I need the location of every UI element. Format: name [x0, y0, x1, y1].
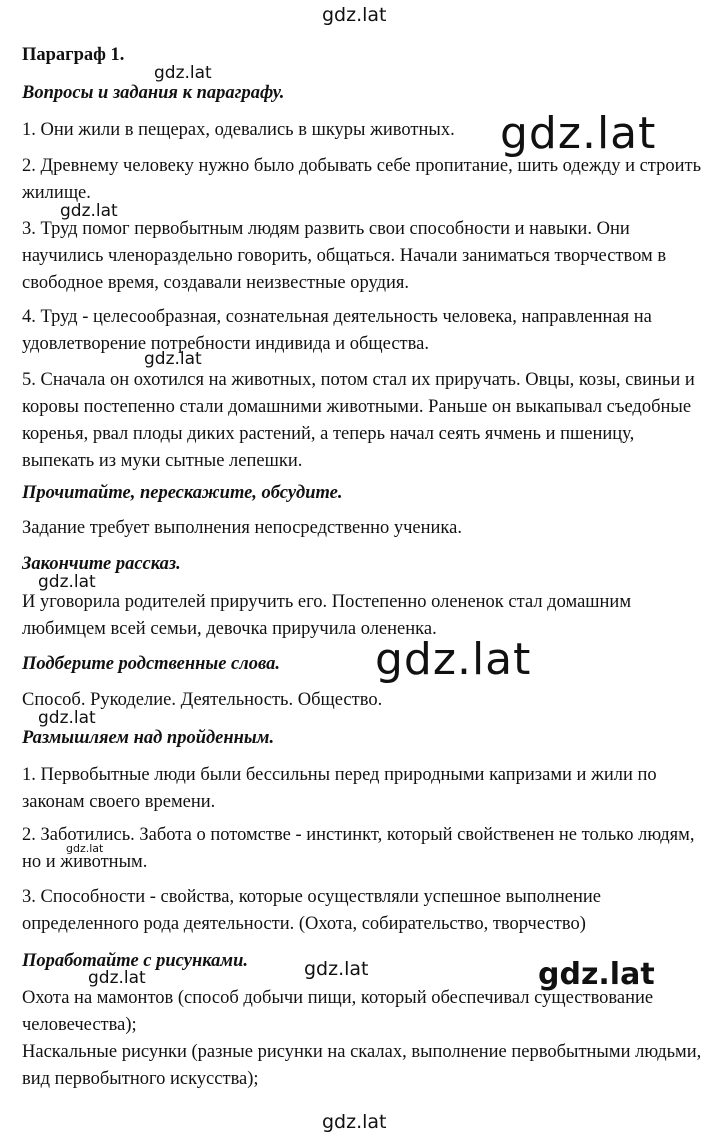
answer-paragraph: 5. Сначала он охотился на животных, потом стал их приручать. Овцы, козы, свиньи и коровы постепенно стали домашними животными. Раньше он выкапывал съедобные коренья, рвал плоды диких растений, а теперь начал сеять ячмень и пшеницу, выпекать из муки сытные лепешки.: [22, 370, 695, 471]
answer-paragraph: 2. Древнему человеку нужно было добывать себе пропитание, шить одежду и строить жилище.: [22, 156, 702, 203]
watermark: gdz.lat: [538, 957, 655, 992]
watermark: gdz.lat: [66, 842, 104, 855]
section-heading-related-words: Подберите родственные слова.: [22, 654, 281, 674]
watermark: gdz.lat: [322, 1111, 387, 1133]
answer-paragraph: Наскальные рисунки (разные рисунки на скалах, выполнение первобытными людьми, вид первобытного искусства);: [22, 1042, 702, 1089]
watermark: gdz.lat: [38, 708, 96, 728]
section-heading-questions: Вопросы и задания к параграфу.: [22, 83, 285, 103]
answer-paragraph: 1. Они жили в пещерах, одевались в шкуры животных.: [22, 120, 455, 140]
section-heading-finish-story: Закончите рассказ.: [22, 554, 181, 574]
answer-paragraph: И уговорила родителей приручить его. Постепенно олененок стал домашним любимцем всей семьи, девочка приручила олененка.: [22, 592, 632, 639]
answer-paragraph: 2. Заботились. Забота о потомстве - инстинкт, который свойственен не только людям, но и животным.: [22, 825, 695, 872]
answer-paragraph: 1. Первобытные люди были бессильны перед природными капризами и жили по законам своего времени.: [22, 765, 657, 812]
watermark: gdz.lat: [322, 4, 387, 26]
answer-paragraph: 3. Труд помог первобытным людям развить свои способности и навыки. Они научились членораздельно говорить, общаться. Начали заниматься творчеством в свободное время, создавали неизвестные орудия.: [22, 219, 667, 293]
answer-paragraph: 4. Труд - целесообразная, сознательная деятельность человека, направленная на удовлетворение потребности индивида и общества.: [22, 307, 652, 354]
watermark: gdz.lat: [154, 63, 212, 83]
section-heading-pictures: Поработайте с рисунками.: [22, 951, 248, 971]
watermark: gdz.lat: [144, 349, 202, 369]
answer-paragraph: 3. Способности - свойства, которые осуществляли успешное выполнение определенного рода деятельности. (Охота, собирательство, творчество): [22, 887, 602, 934]
section-heading-retell: Прочитайте, перескажите, обсудите.: [22, 483, 343, 503]
watermark: gdz.lat: [500, 108, 657, 159]
answer-paragraph: Охота на мамонтов (способ добычи пищи, который обеспечивал существование человечества);: [22, 988, 654, 1035]
watermark: gdz.lat: [60, 201, 118, 221]
watermark: gdz.lat: [38, 572, 96, 592]
watermark: gdz.lat: [304, 958, 369, 980]
section-heading-reflection: Размышляем над пройденным.: [22, 728, 275, 748]
watermark: gdz.lat: [375, 634, 532, 685]
answer-paragraph: Задание требует выполнения непосредственно ученика.: [22, 518, 462, 538]
answer-paragraph: Способ. Рукоделие. Деятельность. Общество.: [22, 690, 383, 710]
page-title: Параграф 1.: [22, 45, 125, 65]
watermark: gdz.lat: [88, 968, 146, 988]
